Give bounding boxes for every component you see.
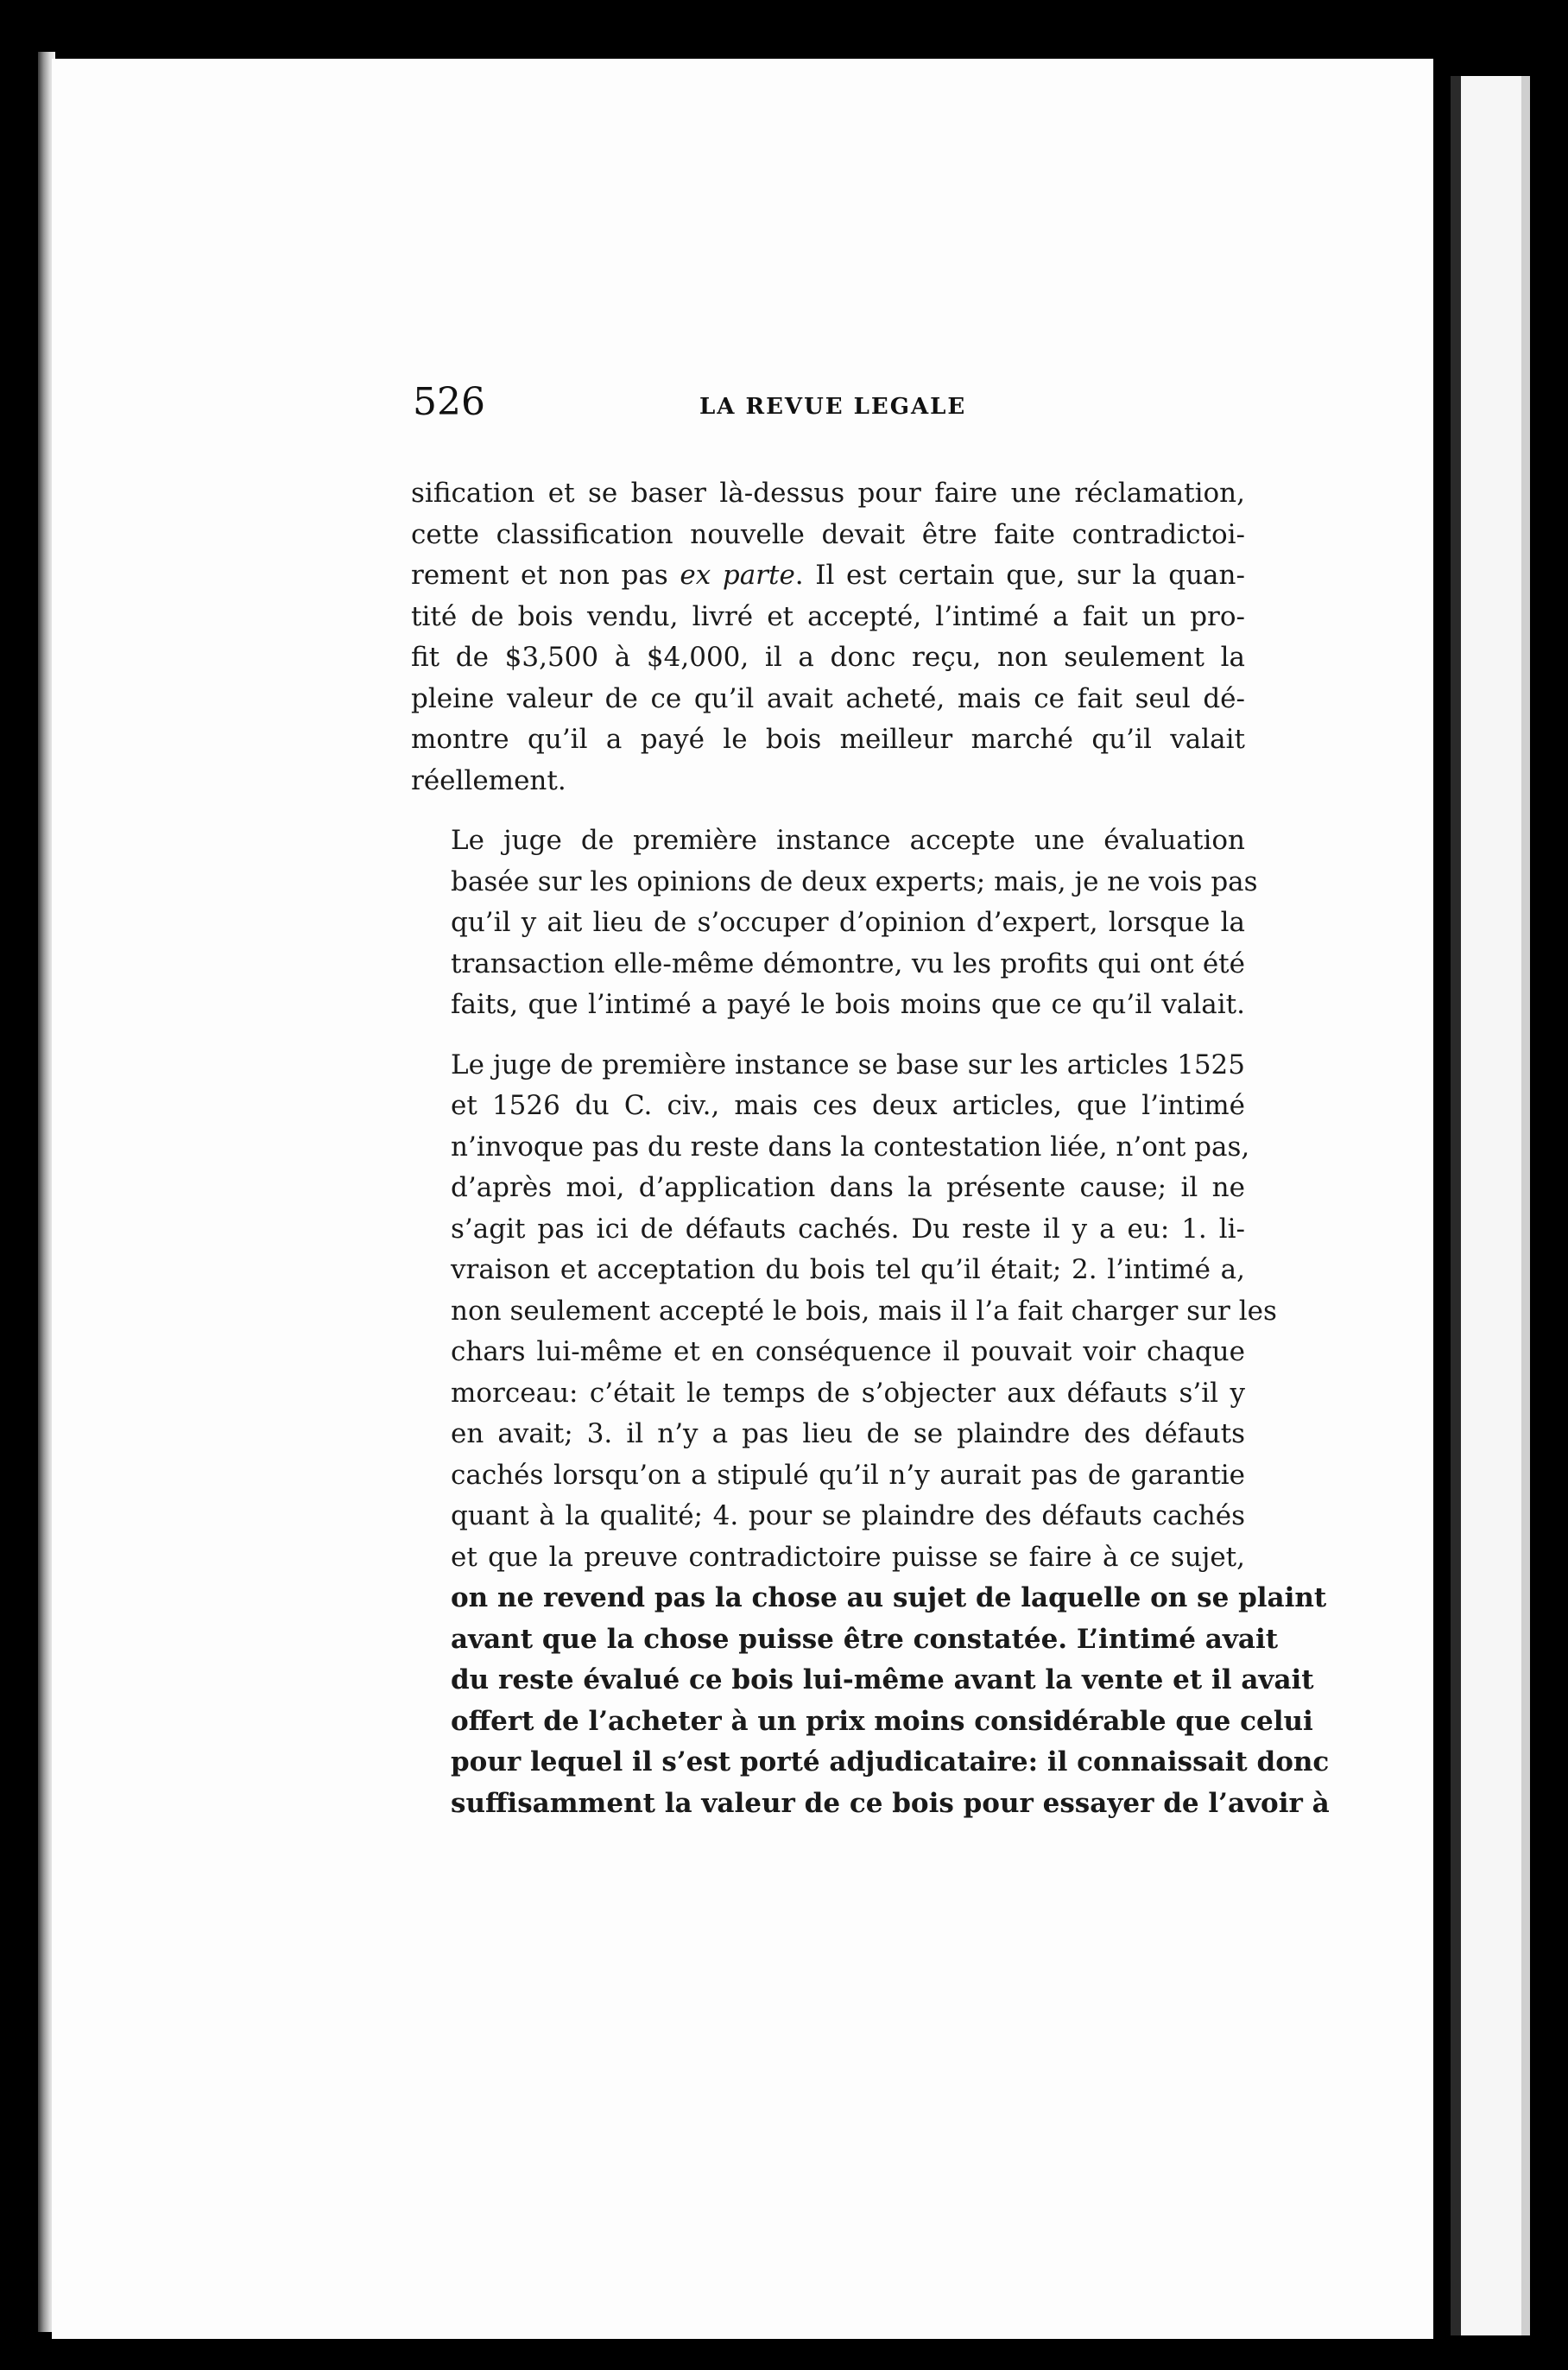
text-line: chars lui-même et en conséquence il pouvait voir chaque xyxy=(451,1336,1245,1367)
text-line: on ne revend pas la chose au sujet de laquelle on se plaint xyxy=(451,1582,1327,1613)
text-line: pour lequel il s’est porté adjudicataire: il connaissait donc xyxy=(451,1746,1330,1778)
text-line: basée sur les opinions de deux experts; mais, je ne vois pas xyxy=(451,865,1258,897)
text-line: avant que la chose puisse être constatée. L’intimé avait xyxy=(451,1623,1279,1655)
text-line: tité de bois vendu, livré et accepté, l’intimé a fait un pro- xyxy=(411,600,1245,632)
text-line: suffisamment la valeur de ce bois pour essayer de l’avoir à xyxy=(451,1787,1330,1819)
text-line: non seulement accepté le bois, mais il l’a fait charger sur les xyxy=(451,1295,1277,1327)
text-line: s’agit pas ici de défauts cachés. Du reste il y a eu: 1. li- xyxy=(451,1213,1245,1245)
text-line: réellement. xyxy=(411,764,566,796)
scan-border xyxy=(0,0,43,2370)
text-line: Le juge de première instance accepte une évaluation xyxy=(451,825,1245,856)
text-line: transaction elle-même démontre, vu les profits qui ont été xyxy=(451,947,1245,979)
italic-phrase: ex parte xyxy=(680,560,795,591)
text-line: du reste évalué ce bois lui-même avant la vente et il avait xyxy=(451,1664,1314,1695)
text-line: morceau: c’était le temps de s’objecter aux défauts s’il y xyxy=(451,1377,1245,1409)
paragraph-3 xyxy=(411,1045,1330,1825)
text-line: quant à la qualité; 4. pour se plaindre des défauts cachés xyxy=(451,1500,1245,1531)
text-line: sification et se baser là-dessus pour faire une réclamation, xyxy=(411,478,1245,509)
text-line: et 1526 du C. civ., mais ces deux articles, que l’intimé xyxy=(451,1090,1245,1121)
adjacent-page-shade xyxy=(1521,76,1530,2335)
text-line: cachés lorsqu’on a stipulé qu’il n’y aurait pas de garantie xyxy=(451,1459,1245,1491)
text-line: faits, que l’intimé a payé le bois moins que ce qu’il valait. xyxy=(451,989,1245,1020)
text-line: montre qu’il a payé le bois meilleur marché qu’il valait xyxy=(411,724,1245,755)
paragraph-2 xyxy=(411,821,1258,1026)
text-line: fit de $3,500 à $4,000, il a donc reçu, non seulement la xyxy=(411,642,1245,673)
text-line: vraison et acceptation du bois tel qu’il était; 2. l’intimé a, xyxy=(451,1254,1245,1285)
page-number: 526 xyxy=(413,380,485,424)
text-line: cette classification nouvelle devait être faite contradictoi- xyxy=(411,518,1245,550)
text-line: n’invoque pas du reste dans la contestation liée, n’ont pas, xyxy=(451,1131,1250,1163)
text-line: d’après moi, d’application dans la présente cause; il ne xyxy=(451,1172,1245,1203)
page-header xyxy=(413,380,1271,432)
text-line: Le juge de première instance se base sur les articles 1525 xyxy=(451,1049,1245,1080)
text-line: rement et non pas ex parte. Il est certain que, sur la quan- xyxy=(411,560,1245,591)
running-title: LA REVUE LEGALE xyxy=(699,394,967,420)
text-line: qu’il y ait lieu de s’occuper d’opinion d’expert, lorsque la xyxy=(451,907,1245,938)
body-text xyxy=(411,473,1330,1824)
adjacent-page-edge xyxy=(1451,76,1530,2335)
text-line: pleine valeur de ce qu’il avait acheté, mais ce fait seul dé- xyxy=(411,682,1245,714)
text-line: et que la preuve contradictoire puisse se faire à ce sujet, xyxy=(451,1541,1245,1573)
paragraph-1 xyxy=(411,473,1245,802)
text-line: en avait; 3. il n’y a pas lieu de se plaindre des défauts xyxy=(451,1418,1245,1449)
text-line: offert de l’acheter à un prix moins considérable que celui xyxy=(451,1705,1313,1737)
